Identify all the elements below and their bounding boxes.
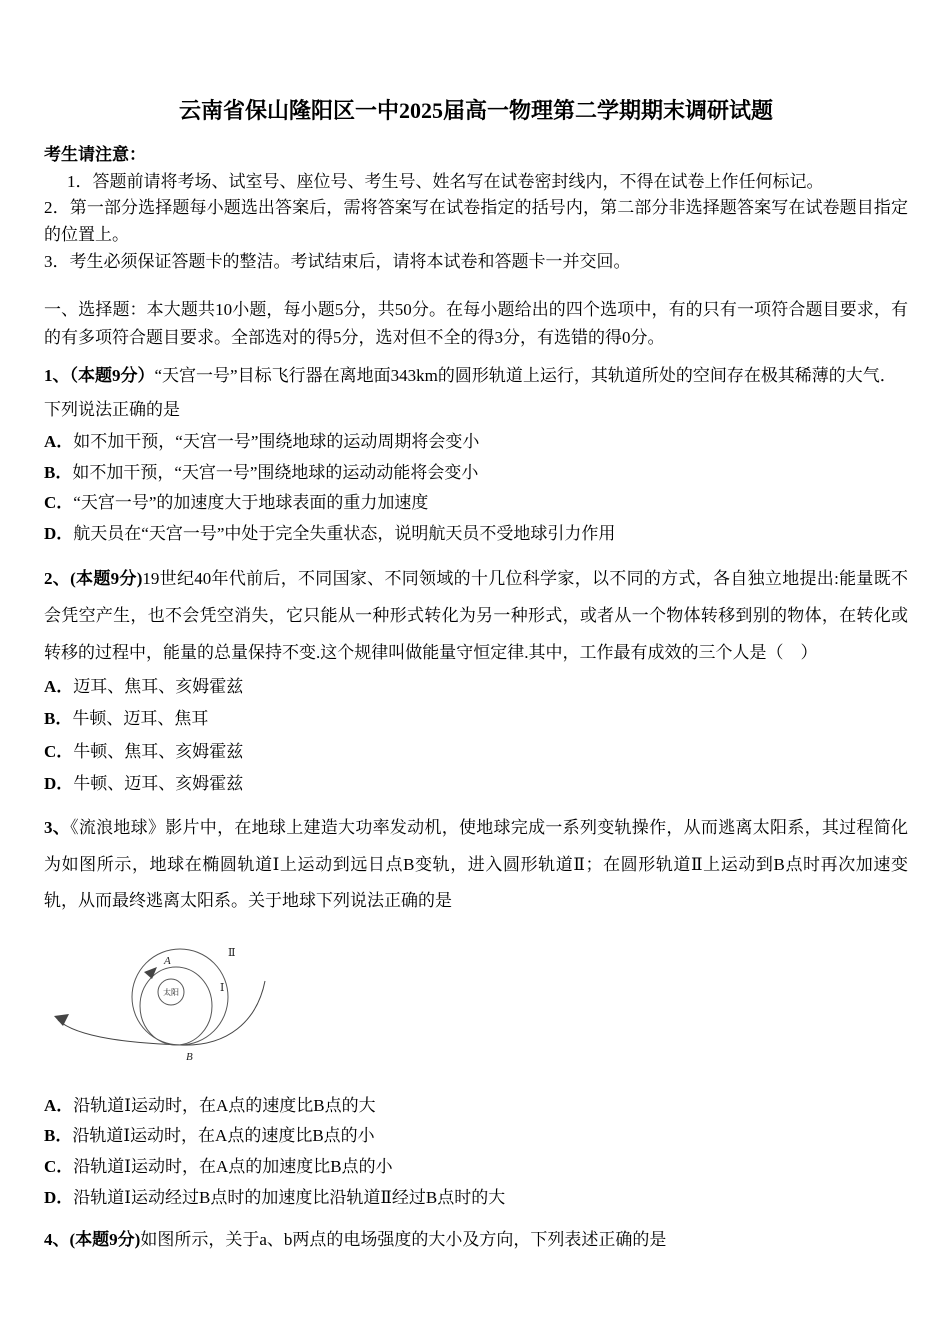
notice-item-2: 2．第一部分选择题每小题选出答案后，需将答案写在试卷指定的括号内，第二部分非选择题答案写在试卷题目指定的位置上。: [44, 198, 908, 245]
page-title: 云南省保山隆阳区一中2025届高一物理第二学期期末调研试题: [178, 98, 773, 123]
question-3-number: 3、: [44, 818, 71, 838]
option-a-text: 沿轨道Ⅰ运动时，在A点的速度比B点的大: [73, 1095, 376, 1115]
option-c-label: C．: [44, 1157, 74, 1177]
question-4-number: 4、(本题9分): [44, 1230, 141, 1250]
option-d-text: 牛顿、迈耳、亥姆霍兹: [73, 773, 244, 793]
option-c-text: 沿轨道Ⅰ运动时，在A点的加速度比B点的小: [73, 1157, 393, 1177]
orbit-diagram-svg: [50, 926, 300, 1076]
orbit-ii-label: Ⅱ: [228, 946, 236, 959]
option-d-label: D．: [44, 523, 74, 543]
question-1-stem-text: “天宫一号”目标飞行器在离地面343km的圆形轨道上运行，其轨道所处的空间存在极其稀薄的大气．: [154, 366, 897, 386]
question-1-option-a: [44, 427, 908, 458]
notice-section: [44, 142, 908, 276]
notice-item-3: 3．考生必须保证答题卡的整洁。考试结束后，请将本试卷和答题卡一并交回。: [44, 252, 631, 272]
option-a-text: 迈耳、焦耳、亥姆霍兹: [73, 677, 244, 697]
question-1-stem-line-2: 下列说法正确的是: [44, 400, 180, 420]
question-2-stem: [44, 561, 908, 671]
question-3-option-c: [44, 1152, 908, 1183]
option-c-text: 牛顿、焦耳、亥姆霍兹: [73, 741, 244, 761]
question-1-option-b: [44, 458, 908, 489]
option-b-label: B．: [44, 1126, 73, 1146]
option-b-text: 沿轨道Ⅰ运动时，在A点的速度比B点的小: [72, 1126, 375, 1146]
option-a-label: A．: [44, 677, 74, 697]
escape-trajectory-arrowhead: [54, 1014, 69, 1026]
option-d-label: D．: [44, 773, 74, 793]
question-2-option-d: [44, 768, 908, 800]
question-1: [44, 359, 908, 549]
question-2-options: [44, 671, 908, 800]
option-c-label: C．: [44, 493, 74, 513]
option-c-label: C．: [44, 741, 74, 761]
option-b-text: 牛顿、迈耳、焦耳: [72, 709, 209, 729]
question-4: [44, 1223, 908, 1257]
question-1-stem: [44, 359, 908, 393]
question-2-option-b: [44, 703, 908, 735]
orbit-figure: [50, 926, 908, 1081]
question-3-option-d: [44, 1183, 908, 1214]
question-3-stem-text: 《流浪地球》影片中，在地球上建造大功率发动机，使地球完成一系列变轨操作，从而逃离太阳系，其过程简化为如图所示，地球在椭圆轨道Ⅰ上运动到远日点B变轨，进入圆形轨道Ⅱ；在圆形轨道Ⅱ上运动到B点时再次加速变轨，从而最终逃离太阳系。关于地球下列说法正确的是: [44, 818, 909, 911]
orbit-ii-circle: [132, 949, 228, 1045]
option-d-text: 沿轨道Ⅰ运动经过B点时的加速度比沿轨道Ⅱ经过B点时的大: [73, 1187, 506, 1207]
option-b-label: B．: [44, 462, 73, 482]
orbit-i-ellipse: [140, 967, 212, 1045]
question-1-number: 1、（本题9分）: [44, 366, 155, 386]
question-2-option-c: [44, 736, 908, 768]
section-one-heading: 一、选择题：本大题共10小题，每小题5分，共50分。在每小题给出的四个选项中，有的只有一项符合题目要求，有的有多项符合题目要求。全部选对的得5分，选对但不全的得3分，有选错的得0分。: [44, 299, 908, 347]
question-1-option-c: [44, 488, 908, 519]
escape-trajectory-path: [58, 981, 265, 1045]
point-b-label: B: [186, 1050, 193, 1063]
option-b-label: B．: [44, 709, 73, 729]
question-1-options: [44, 427, 908, 549]
option-a-text: 如不加干预，“天宫一号”围绕地球的运动周期将会变小: [73, 432, 480, 452]
question-4-stem: [44, 1223, 908, 1257]
question-2-stem-text: 19世纪40年代前后，不同国家、不同领域的十几位科学家，以不同的方式，各自独立地提出:能量既不会凭空产生，也不会凭空消失，它只能从一种形式转化为另一种形式，或者从一个物体转移到别的物体，在转化或转移的过程中，能量的总量保持不变.这个规律叫做能量守恒定律.其中，工作最有成效的三个人是（ ）: [44, 569, 908, 662]
point-a-label: A: [164, 954, 171, 967]
question-3: [44, 810, 908, 1213]
option-c-text: “天宫一号”的加速度大于地球表面的重力加速度: [73, 493, 429, 513]
option-d-label: D．: [44, 1187, 74, 1207]
option-d-text: 航天员在“天宫一号”中处于完全失重状态，说明航天员不受地球引力作用: [73, 523, 616, 543]
question-3-option-b: [44, 1121, 908, 1152]
question-2-option-a: [44, 671, 908, 703]
question-4-stem-text: 如图所示，关于a、b两点的电场强度的大小及方向，下列表述正确的是: [140, 1230, 667, 1250]
question-2: [44, 561, 908, 800]
option-a-label: A．: [44, 1095, 74, 1115]
question-3-option-a: [44, 1091, 908, 1122]
notice-item-1: 1．答题前请将考场、试室号、座位号、考生号、姓名写在试卷密封线内，不得在试卷上作任何标记。: [67, 171, 824, 191]
question-3-options: [44, 1091, 908, 1213]
option-b-text: 如不加干预，“天宫一号”围绕地球的运动动能将会变小: [72, 462, 479, 482]
orbit-direction-arrow: [144, 967, 157, 979]
notice-heading: 考生请注意：: [44, 144, 146, 164]
sun-label: 太阳: [163, 987, 179, 997]
question-1-option-d: [44, 519, 908, 550]
orbit-i-label: Ⅰ: [220, 981, 225, 994]
question-3-stem: [44, 810, 908, 920]
question-2-number: 2、(本题9分): [44, 569, 143, 589]
option-a-label: A．: [44, 432, 74, 452]
